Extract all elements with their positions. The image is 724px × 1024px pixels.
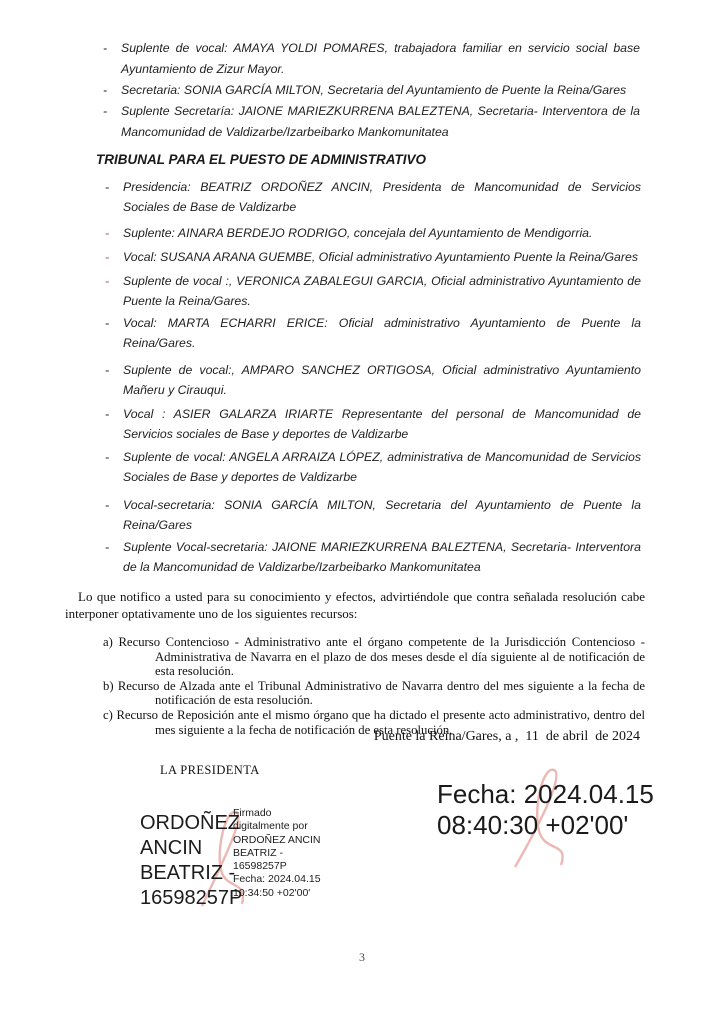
recurso-item [103, 635, 645, 679]
section-heading: TRIBUNAL PARA EL PUESTO DE ADMINISTRATIVO [96, 152, 427, 167]
dash-bullet-icon: - [105, 274, 110, 288]
list-item [103, 101, 640, 143]
list-item [105, 537, 641, 577]
text-line: BEATRIZ - [233, 846, 283, 859]
text-line: ORDOÑEZ [140, 812, 240, 834]
list-item [105, 360, 641, 400]
text-line: 10:34:50 +02'00' [233, 886, 311, 899]
list-item-text: Vocal : ASIER GALARZA IRIARTE Representante del personal de Mancomunidad de Servicios sociales de Base y deportes de Valdizarbe [123, 407, 641, 441]
text-line: 16598257P [233, 860, 287, 873]
dash-bullet-icon: - [105, 226, 110, 240]
timestamp-line2: 08:40:30 +02'00' [437, 810, 629, 840]
list-item-text: Suplente de vocal :, VERONICA ZABALEGUI GARCIA, Oficial administrativo Ayuntamiento de Puente la Reina/Gares. [123, 274, 641, 308]
signature-cert-block [233, 807, 343, 900]
text-line: ANCIN [140, 837, 203, 859]
dash-bullet-icon: - [103, 41, 108, 55]
text-line: digitalmente por [233, 820, 308, 833]
notice-paragraph: Lo que notifico a usted para su conocimiento y efectos, advirtiéndole que contra señalada resolución cabe interponer optativamente uno de los siguientes recursos: [65, 589, 645, 621]
list-item-text: Suplente de vocal:, AMPARO SANCHEZ ORTIGOSA, Oficial administrativo Ayuntamiento Mañeru y Cirauqui. [123, 363, 641, 397]
timestamp-block [437, 779, 654, 841]
list-item [105, 313, 641, 353]
dash-bullet-icon: - [103, 104, 108, 118]
page-number: 3 [359, 950, 365, 964]
list-item-text: Suplente de vocal: AMAYA YOLDI POMARES, trabajadora familiar en servicio social base Ayuntamiento de Zizur Mayor. [121, 41, 640, 76]
list-item [103, 80, 640, 101]
recurso-label: c) [103, 707, 113, 722]
tribunal-administrativo-list [105, 177, 641, 577]
list-item [105, 404, 641, 444]
text-line: Firmado [233, 807, 272, 819]
dash-bullet-icon: - [105, 363, 110, 377]
list-item [105, 223, 641, 243]
list-item [105, 447, 641, 487]
tribunal-trabajadora-list [103, 38, 640, 143]
list-item [105, 271, 641, 311]
dash-bullet-icon: - [105, 180, 110, 194]
timestamp-line1: Fecha: 2024.04.15 [437, 779, 654, 809]
text-line: 16598257P [140, 887, 243, 909]
list-item [105, 177, 641, 217]
list-item-text: Presidencia: BEATRIZ ORDOÑEZ ANCIN, Presidenta de Mancomunidad de Servicios Sociales de Base de Valdizarbe [123, 180, 641, 214]
place-date-line: Puente la Reina/Gares, a , 11 de abril de 2024 [373, 729, 640, 744]
list-item [105, 247, 641, 267]
dash-bullet-icon: - [105, 316, 110, 330]
recurso-text: Recurso de Reposición ante el mismo órgano que ha dictado el presente acto administrativo, dentro del mes siguiente a la fecha de notificación de esta resolución. [116, 707, 646, 737]
dash-bullet-icon: - [103, 83, 108, 97]
list-item [105, 495, 641, 535]
text-line: ORDOÑEZ ANCIN [233, 833, 321, 846]
list-item-text: Suplente Vocal-secretaria: JAIONE MARIEZKURRENA BALEZTENA, Secretaria- Interventora de la Mancomunidad de Valdizarbe/Izarbeibarko Mankomunitatea [123, 540, 641, 574]
text-line: Fecha: 2024.04.15 [233, 873, 321, 886]
list-item-text: Suplente: AINARA BERDEJO RODRIGO, concejala del Ayuntamiento de Mendigorria. [123, 226, 593, 240]
dash-bullet-icon: - [105, 407, 110, 421]
recurso-item [103, 679, 645, 708]
dash-bullet-icon: - [105, 498, 110, 512]
recurso-label: b) [103, 678, 114, 693]
dash-bullet-icon: - [105, 450, 110, 464]
text-line: BEATRIZ - [140, 862, 236, 884]
list-item-text: Suplente Secretaría: JAIONE MARIEZKURRENA BALEZTENA, Secretaria- Interventora de la Mancomunidad de Valdizarbe/Izarbeibarko Mankomunitatea [121, 104, 640, 139]
list-item-text: Vocal: MARTA ECHARRI ERICE: Oficial administrativo Ayuntamiento de Puente la Reina/Gares. [123, 316, 641, 350]
dash-bullet-icon: - [105, 540, 110, 554]
recurso-text: Recurso de Alzada ante el Tribunal Administrativo de Navarra dentro del mes siguiente a la fecha de notificación de esta resolución. [117, 678, 646, 708]
list-item-text: Suplente de vocal: ANGELA ARRAIZA LÓPEZ, administrativa de Mancomunidad de Servicios Sociales de Base y deportes de Valdizarbe [123, 450, 641, 484]
list-item-text: Vocal: SUSANA ARANA GUEMBE, Oficial administrativo Ayuntamiento Puente la Reina/Gares [123, 250, 638, 264]
recursos-list [103, 635, 645, 737]
recurso-label: a) [103, 635, 113, 649]
presidenta-label: LA PRESIDENTA [160, 763, 260, 777]
list-item-text: Vocal-secretaria: SONIA GARCÍA MILTON, Secretaria del Ayuntamiento de Puente la Reina/Gares [123, 498, 641, 532]
dash-bullet-icon: - [105, 250, 110, 264]
signature-name-block [140, 811, 242, 911]
list-item [103, 38, 640, 80]
list-item-text: Secretaria: SONIA GARCÍA MILTON, Secretaria del Ayuntamiento de Puente la Reina/Gares [121, 83, 627, 97]
recurso-text: Recurso Contencioso - Administrativo ante el órgano competente de la Jurisdicción Contencioso - Administrativa de Navarra en el plazo de dos meses desde el día siguiente al de notificación de esta resolución. [118, 635, 645, 679]
